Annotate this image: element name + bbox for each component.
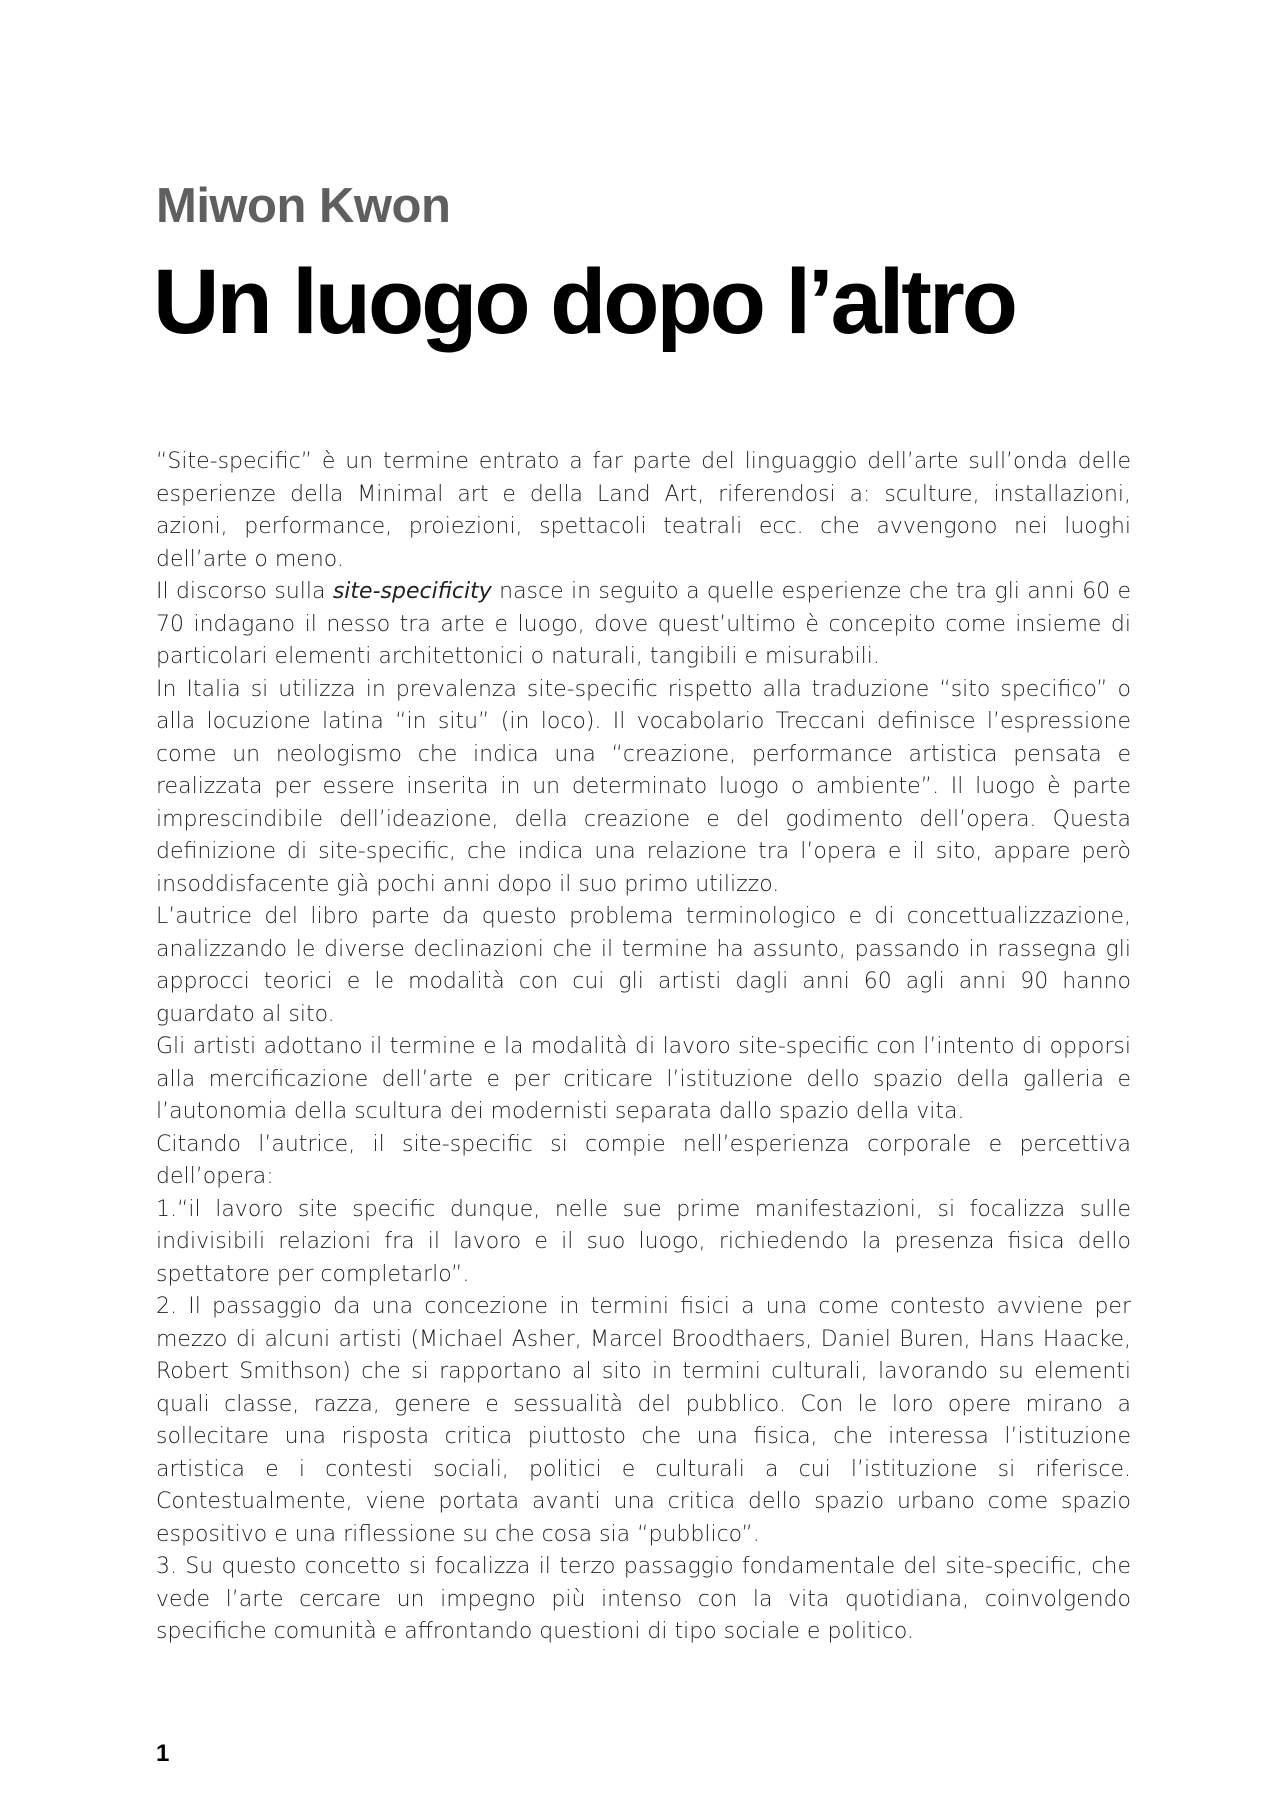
- paragraph-italia: In Italia si utilizza in prevalenza site-specific rispetto alla traduzione “sito specifico” o alla locuzione latina “in situ” (in loco). Il vocabolario Treccani definisce l’espressione come un neologismo che indica una “creazione, performance artistica pensata e realizzata per essere inserita in un determinato luogo o ambiente”. Il luogo è parte imprescindibile dell’ideazione, della creazione e del godimento dell’opera. Questa definizione di site-specific, che indica una relazione tra l’opera e il sito, appare però insoddisfacente già pochi anni dopo il suo primo utilizzo.: [156, 676, 1131, 897]
- list-item-3: 3. Su questo concetto si focalizza il terzo passaggio fondamentale del site-specific, che vede l’arte cercare un impegno più intenso con la vita quotidiana, coinvolgendo specifiche comunità e affrontando questioni di tipo sociale e politico.: [156, 1554, 1131, 1644]
- paragraph-citando: Citando l’autrice, il site-specific si compie nell’esperienza corporale e percettiva dell’opera:: [156, 1131, 1131, 1189]
- paragraph-artisti: Gli artisti adottano il termine e la modalità di lavoro site-specific con l’intento di opporsi alla mercificazione dell’arte e per criticare l’istituzione dello spazio della galleria e l’autonomia della scultura dei modernisti separata dallo spazio della vita.: [156, 1034, 1131, 1124]
- emphasis-site-specificity: site-specificity: [332, 579, 492, 604]
- page-number: 1: [156, 1740, 170, 1767]
- paragraph-site-specificity-start: Il discorso sulla: [156, 579, 333, 604]
- page-title: Un luogo dopo l’altro: [153, 251, 1015, 353]
- list-item-2: 2. Il passaggio da una concezione in termini fisici a una come contesto avviene per mezzo di alcuni artisti (Michael Asher, Marcel Broodthaers, Daniel Buren, Hans Haacke, Robert Smithson) che si rapportano al sito in termini culturali, lavorando su elementi quali classe, razza, genere e sessualità del pubblico. Con le loro opere mirano a sollecitare una risposta critica piuttosto che una fisica, che interessa l’istituzione artistica e i contesti sociali, politici e culturali a cui l’istituzione si riferisce. Contestualmente, viene portata avanti una critica dello spazio urbano come spazio espositivo e una riflessione su che cosa sia “pubblico”.: [156, 1294, 1131, 1547]
- list-item-1: 1.“il lavoro site specific dunque, nelle sue prime manifestazioni, si focalizza sulle indivisibili relazioni fra il lavoro e il suo luogo, richiedendo la presenza fisica dello spettatore per completarlo”.: [156, 1196, 1131, 1287]
- paragraph-site-specificity-end: nasce in seguito a quelle esperienze che tra gli anni 60 e 70 indagano il nesso tra arte e luogo, dove quest’ultimo è concepito come insieme di particolari elementi architettonici o naturali, tangibili e misurabili.: [156, 579, 1131, 669]
- paragraph-intro: “Site-specific” è un termine entrato a far parte del linguaggio dell’arte sull’onda delle esperienze della Minimal art e della Land Art, riferendosi a: sculture, installazioni, azioni, performance, proiezioni, spettacoli teatrali ecc. che avvengono nei luoghi dell’arte o meno.: [156, 449, 1131, 572]
- paragraph-autrice: L’autrice del libro parte da questo problema terminologico e di concettualizzazione, analizzando le diverse declinazioni che il termine ha assunto, passando in rassegna gli approcci teorici e le modalità con cui gli artisti dagli anni 60 agli anni 90 hanno guardato al sito.: [156, 904, 1131, 1027]
- author-name: Miwon Kwon: [156, 179, 451, 233]
- body-text: [156, 446, 1131, 1649]
- paragraph-site-specificity: [156, 576, 1131, 674]
